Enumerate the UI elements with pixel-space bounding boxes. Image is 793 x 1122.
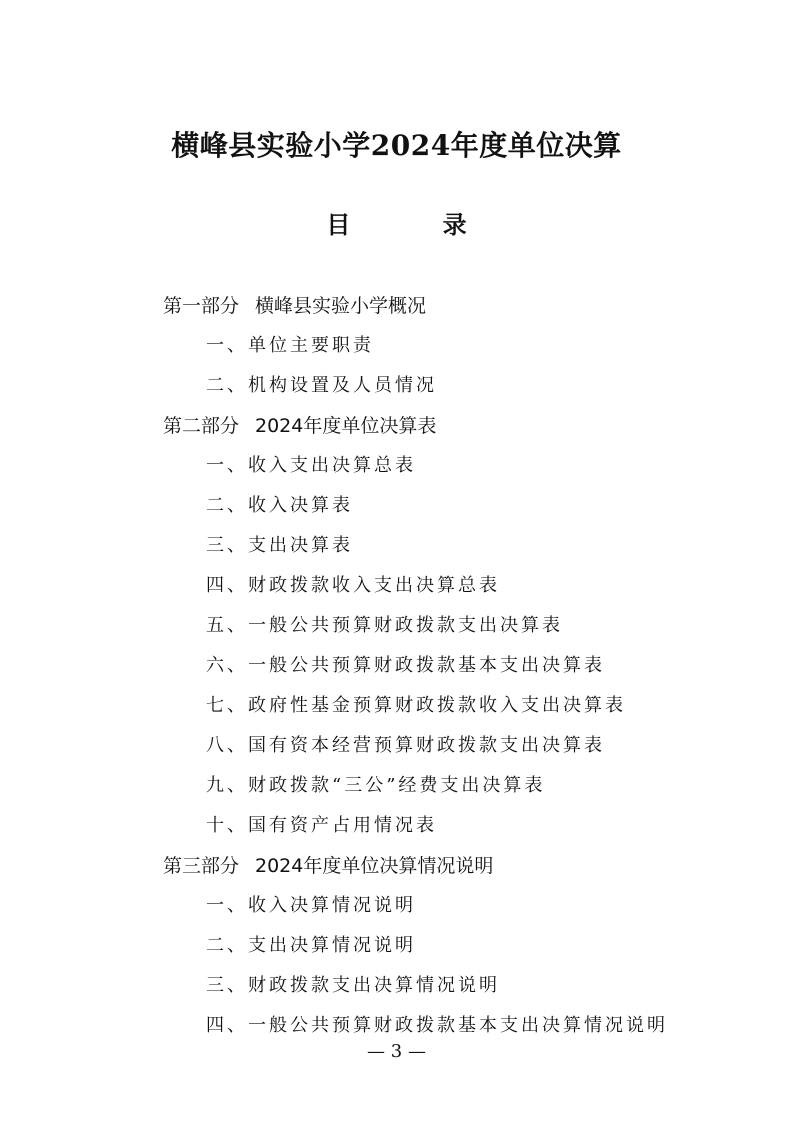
toc-item[interactable]: 十、国有资产占用情况表 <box>206 815 437 836</box>
toc-item[interactable]: 五、一般公共预算财政拨款支出决算表 <box>206 615 563 636</box>
toc-part-name: 2024年度单位决算表 <box>255 415 437 437</box>
toc-item[interactable]: 七、政府性基金预算财政拨款收入支出决算表 <box>206 695 626 716</box>
toc-item[interactable]: 九、财政拨款“三公”经费支出决算表 <box>206 775 546 796</box>
toc-item[interactable]: 二、支出决算情况说明 <box>206 935 416 956</box>
document-title: 横峰县实验小学2024年度单位决算 <box>171 129 622 162</box>
toc-heading: 目 录 <box>326 210 509 239</box>
toc-part-3[interactable] <box>0 846 793 886</box>
toc-item[interactable]: 六、一般公共预算财政拨款基本支出决算表 <box>206 655 605 676</box>
toc-part-2[interactable] <box>0 406 793 446</box>
toc-part-1[interactable] <box>0 286 793 326</box>
toc-item[interactable]: 四、一般公共预算财政拨款基本支出决算情况说明 <box>206 1015 668 1036</box>
toc-item[interactable]: 四、财政拨款收入支出决算总表 <box>206 575 500 596</box>
toc-part-label: 第二部分 <box>163 415 240 437</box>
toc-item[interactable]: 八、国有资本经营预算财政拨款支出决算表 <box>206 735 605 756</box>
table-of-contents <box>0 286 793 1046</box>
toc-item[interactable]: 一、收入决算情况说明 <box>206 895 416 916</box>
toc-item[interactable]: 三、财政拨款支出决算情况说明 <box>206 975 500 996</box>
toc-item[interactable]: 二、收入决算表 <box>206 495 353 516</box>
page-number: — 3 — <box>367 1041 426 1062</box>
toc-part-name: 2024年度单位决算情况说明 <box>255 855 494 877</box>
toc-part-name: 横峰县实验小学概况 <box>255 295 427 317</box>
toc-item[interactable]: 一、单位主要职责 <box>206 335 374 356</box>
toc-item[interactable]: 三、支出决算表 <box>206 535 353 556</box>
toc-item[interactable]: 二、机构设置及人员情况 <box>206 375 437 396</box>
toc-part-label: 第三部分 <box>163 855 240 877</box>
toc-part-label: 第一部分 <box>163 295 240 317</box>
toc-item[interactable]: 一、收入支出决算总表 <box>206 455 416 476</box>
